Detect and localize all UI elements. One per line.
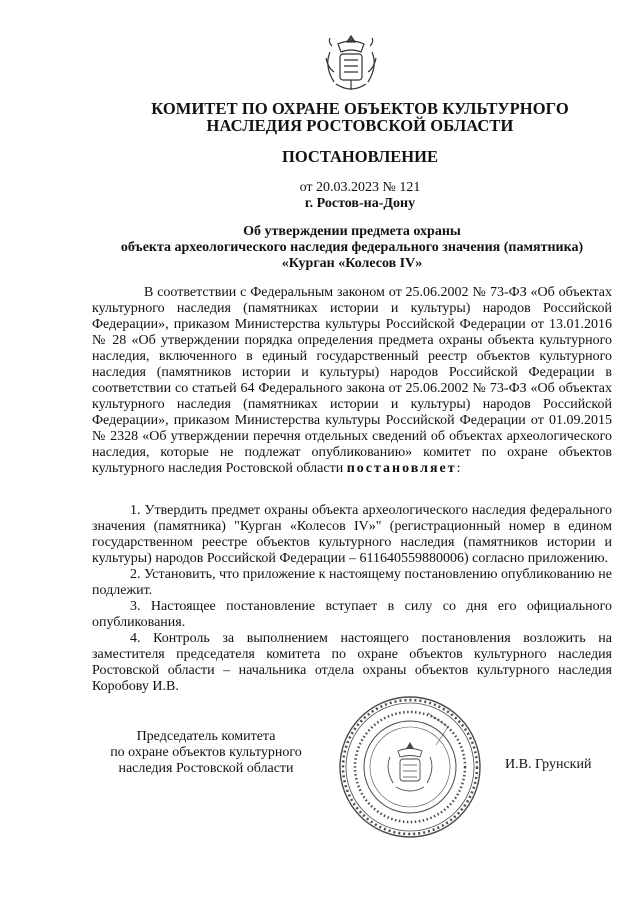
org-line-2: НАСЛЕДИЯ РОСТОВСКОЙ ОБЛАСТИ (206, 116, 514, 135)
signatory-title (96, 729, 316, 777)
subject-line-3: «Курган «Колесов IV» (281, 256, 423, 271)
preamble (92, 285, 612, 477)
signatory-name: И.В. Грунский (505, 757, 592, 772)
decree-colon: : (456, 461, 461, 476)
organization-name (100, 100, 620, 134)
decree-item-3: 3. Настоящее постановление вступает в силу со дня его официального опубликования. (92, 599, 612, 630)
decree-items (92, 503, 612, 695)
subject-line-2: объекта археологического наследия федерального значения (памятника) (120, 240, 584, 255)
document-subject (92, 224, 612, 272)
signatory-title-line-3: наследия Ростовской области (118, 761, 294, 776)
subject-line-1: Об утверждении предмета охраны (243, 224, 461, 239)
decree-item-1: 1. Утвердить предмет охраны объекта археологического наследия федерального значения (памятника) "Курган «Колесов IV»" (регистрационный номер в едином государственном реестре объектов культурного наследия (памятников истории и культуры) народов Российской Федерации – 611640559880006) согласно приложению. (92, 503, 612, 566)
date-block (100, 180, 620, 212)
preamble-paragraph (92, 285, 612, 477)
preamble-text: В соответствии с Федеральным законом от 25.06.2002 № 73-ФЗ «Об объектах культурного наследия (памятниках истории и культуры) народов Российской Федерации», приказом Министерства культуры Российской Федерации от 13.01.2016 № 28 «Об утверждении порядка определения предмета охраны объекта культурного наследия, включенного в единый государственный реестр объектов культурного наследия (памятников истории и культуры) народов Российской Федерации в соответствии со статьей 64 Федерального закона от 25.06.2002 № 73-ФЗ «Об объектах культурного наследия (памятниках истории и культуры) народов Российской Федерации», приказом Министерства культуры Российской Федерации от 01.09.2015 № 2328 «Об утверждении перечня отдельных сведений об объектах археологического наследия, которые не подлежат опубликованию» комитет по охране объектов культурного наследия Ростовской области (92, 285, 612, 476)
decree-item-4: 4. Контроль за выполнением настоящего постановления возложить на заместителя председателя комитета по охране объектов культурного наследия Ростовской области – начальника отдела охраны объектов культурного наследия Коробову И.В. (92, 631, 612, 694)
city: г. Ростов-на-Дону (304, 196, 416, 211)
official-seal-icon (336, 693, 484, 841)
signatory-title-line-1: Председатель комитета (136, 729, 276, 744)
decree-word: постановляет (346, 461, 457, 476)
decree-item-2: 2. Установить, что приложение к настоящему постановлению опубликованию не подлежит. (92, 567, 612, 598)
date-number: от 20.03.2023 № 121 (299, 180, 421, 195)
coat-of-arms-icon (318, 32, 384, 98)
document-type: ПОСТАНОВЛЕНИЕ (282, 147, 438, 166)
signatory-title-line-2: по охране объектов культурного (110, 745, 302, 760)
org-line-1: КОМИТЕТ ПО ОХРАНЕ ОБЪЕКТОВ КУЛЬТУРНОГО (151, 99, 569, 118)
